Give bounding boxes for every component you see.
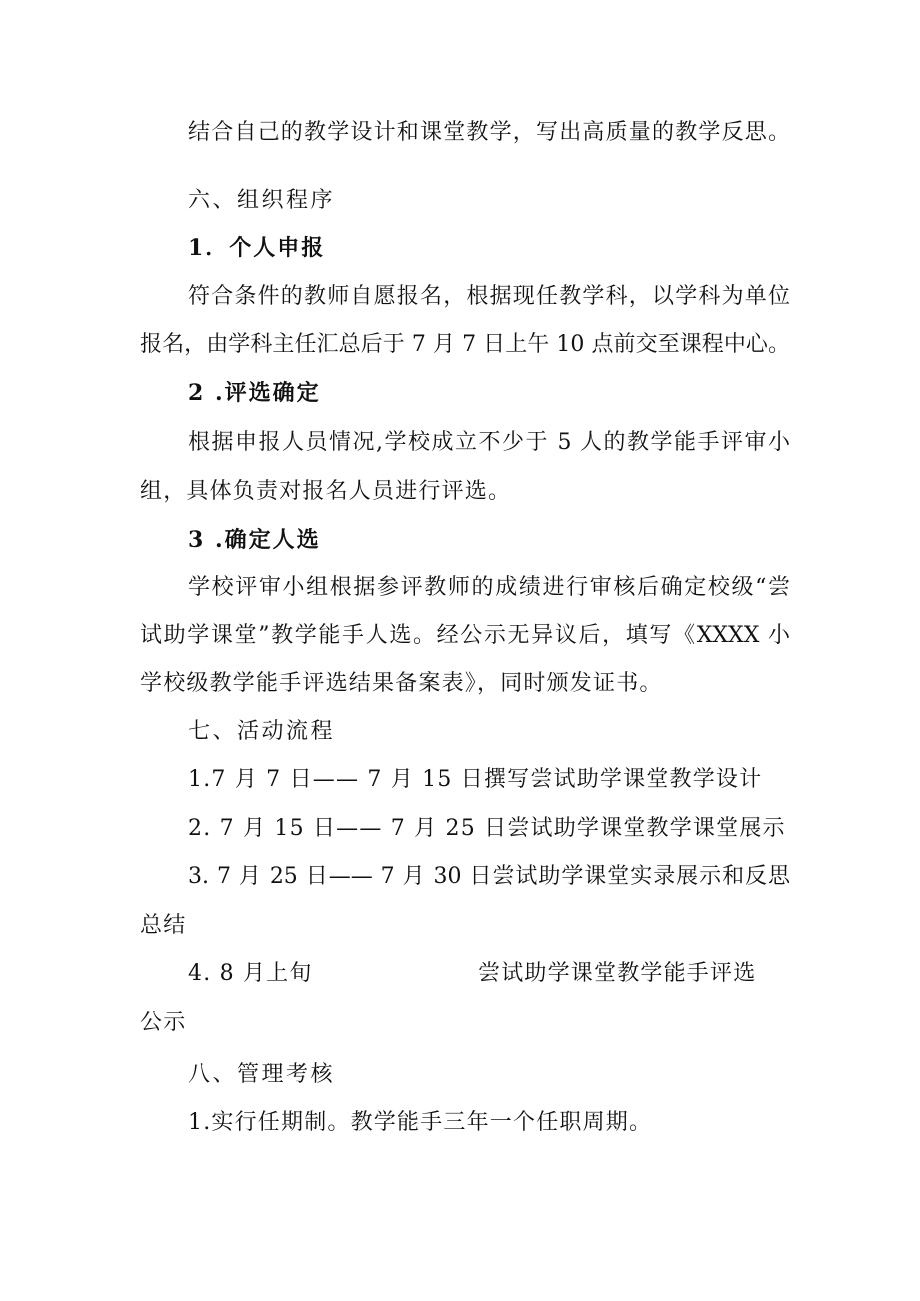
step-title: 1．个人申报	[188, 235, 326, 261]
paragraph-line: 学校级教学能手评选结果备案表》，同时颁发证书。	[140, 671, 663, 696]
step-title: 3 .确定人选	[188, 527, 321, 553]
section-heading: 六、组织程序	[188, 188, 336, 213]
schedule-item: 1.7 月 7 日—— 7 月 15 日撰写尝试助学课堂教学设计	[188, 767, 763, 792]
paragraph-line: 1.实行任期制。教学能手三年一个任职周期。	[188, 1110, 653, 1135]
paragraph-line: 组，具体负责对报名人员进行评选。	[140, 479, 512, 504]
paragraph-line: 试助学课堂”教学能手人选。经公示无异议后，填写《XXXX 小	[140, 623, 790, 648]
schedule-item-continuation: 公示	[140, 1010, 187, 1035]
schedule-item: 2. 7 月 15 日—— 7 月 25 日尝试助学课堂教学课堂展示	[188, 816, 786, 841]
schedule-item: 3. 7 月 25 日—— 7 月 30 日尝试助学课堂实录展示和反思	[188, 864, 790, 889]
paragraph-line: 报名，由学科主任汇总后于 7 月 7 日上午 10 点前交至课程中心。	[140, 332, 790, 357]
paragraph-line: 符合条件的教师自愿报名，根据现任教学科，以学科为单位	[188, 284, 790, 309]
section-heading: 七、活动流程	[188, 719, 336, 744]
schedule-item-continuation: 总结	[140, 913, 187, 938]
paragraph-line: 根据申报人员情况,学校成立不少于 5 人的教学能手评审小	[188, 430, 790, 455]
paragraph-line: 学校评审小组根据参评教师的成绩进行审核后确定校级“尝	[188, 575, 790, 600]
paragraph-line: 结合自己的教学设计和课堂教学，写出高质量的教学反思。	[188, 120, 792, 145]
schedule-item-task: 尝试助学课堂教学能手评选	[478, 961, 757, 986]
section-heading: 八、管理考核	[188, 1062, 336, 1087]
schedule-item-date: 4. 8 月上旬	[188, 961, 313, 986]
step-title: 2 .评选确定	[188, 380, 321, 406]
